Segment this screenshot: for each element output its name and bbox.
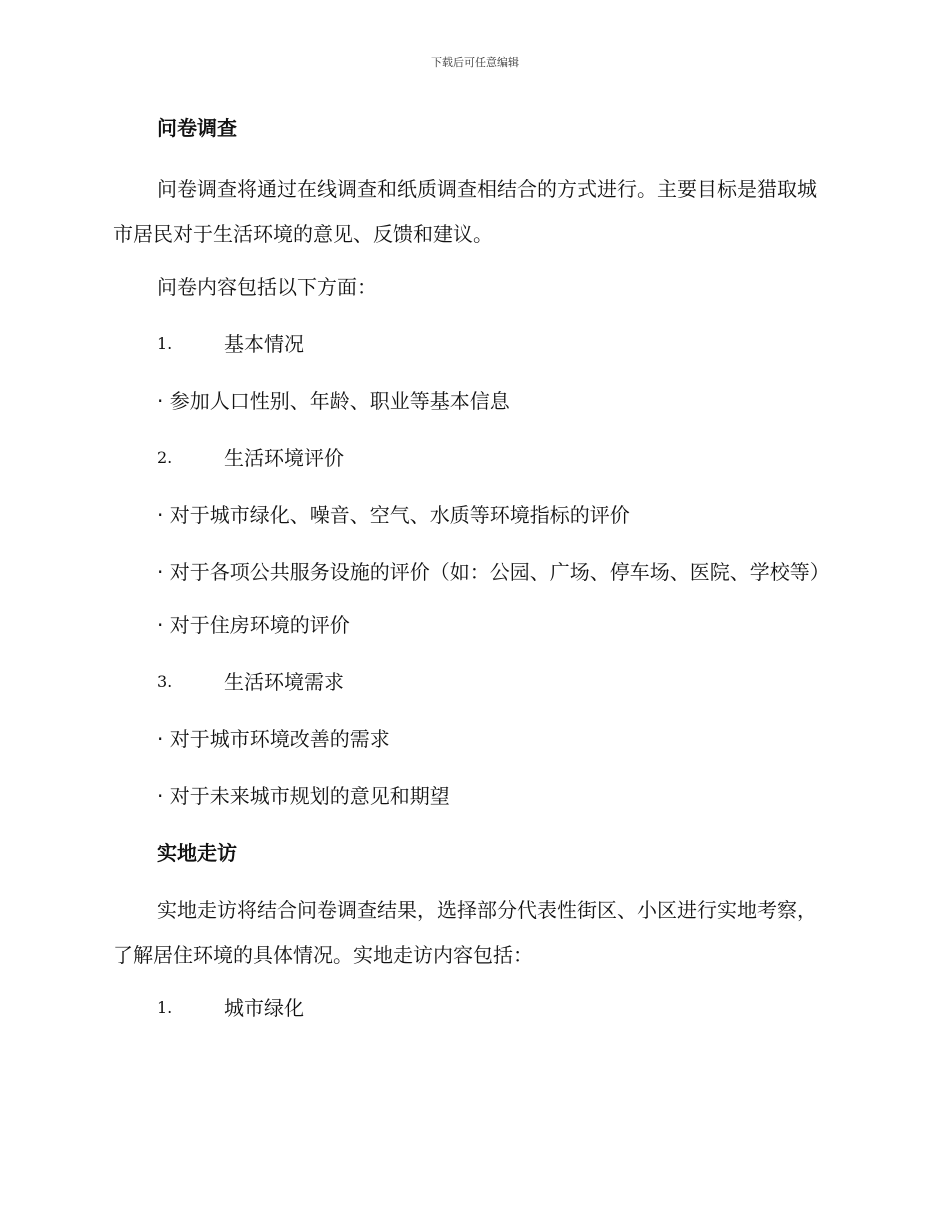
list-item-urban-greening — [113, 990, 833, 1026]
list-item-basic-info — [113, 326, 833, 362]
list-item-environment-evaluation — [113, 440, 833, 476]
bullet-basic-info: · 参加人口性别、年龄、职业等基本信息 — [157, 389, 510, 413]
survey-contents-intro: 问卷内容包括以下方面： — [157, 275, 377, 299]
list-item-environment-needs — [113, 664, 833, 700]
bullet-public-facilities: · 对于各项公共服务设施的评价（如：公园、广场、停车场、医院、学校等） — [157, 560, 830, 584]
list-item-label: 生活环境评价 — [224, 446, 344, 470]
document-body — [113, 110, 833, 1026]
list-item-number: 2. — [157, 448, 173, 467]
list-item-number: 1. — [157, 998, 173, 1017]
bullet-housing: · 对于住房环境的评价 — [157, 613, 350, 637]
page-header-note: 下载后可任意编辑 — [431, 56, 519, 69]
bullet-improvement-needs: · 对于城市环境改善的需求 — [157, 727, 390, 751]
list-item-number: 3. — [157, 672, 173, 691]
list-item-number: 1. — [157, 334, 173, 353]
field-visit-intro-paragraph: 实地走访将结合问卷调查结果，选择部分代表性街区、小区进行实地考察，了解居住环境的具体情况。实地走访内容包括： — [113, 898, 817, 967]
survey-intro-paragraph: 问卷调查将通过在线调查和纸质调查相结合的方式进行。主要目标是猎取城市居民对于生活环境的意见、反馈和建议。 — [113, 177, 817, 246]
list-item-label: 基本情况 — [224, 332, 304, 356]
list-item-label: 生活环境需求 — [224, 670, 344, 694]
section-heading-field-visit: 实地走访 — [157, 841, 237, 865]
section-heading-survey: 问卷调查 — [157, 116, 237, 140]
list-item-label: 城市绿化 — [224, 996, 304, 1020]
bullet-environment-indicators: · 对于城市绿化、噪音、空气、水质等环境指标的评价 — [157, 503, 630, 527]
bullet-future-planning: · 对于未来城市规划的意见和期望 — [157, 784, 450, 808]
